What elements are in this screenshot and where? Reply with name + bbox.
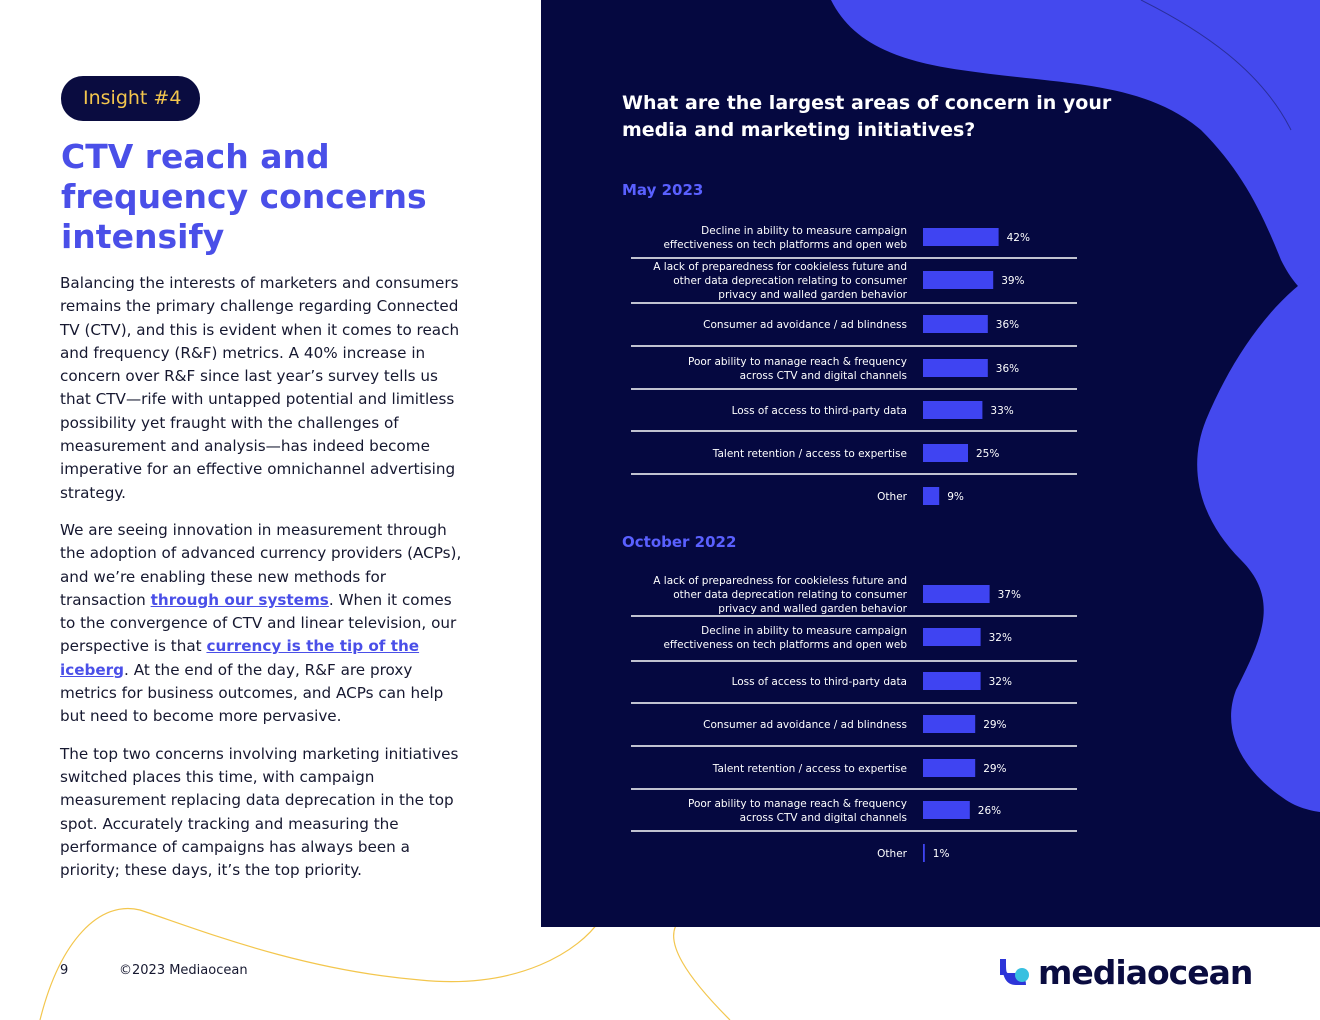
paragraph-2 [60, 519, 465, 729]
panel-heading: May 2023 [622, 181, 704, 199]
category-label: privacy and walled garden behavior [718, 289, 907, 301]
data-label: 9% [947, 491, 964, 503]
category-label: Talent retention / access to expertise [712, 448, 907, 460]
bar [923, 715, 975, 733]
data-label: 36% [995, 363, 1020, 375]
data-label: 25% [976, 448, 1000, 460]
data-label: 39% [1001, 275, 1025, 287]
panel-heading: October 2022 [622, 533, 737, 551]
category-label: Poor ability to manage reach & frequency [687, 356, 907, 368]
data-label: 36% [995, 319, 1020, 331]
bar [923, 759, 975, 777]
data-label: 32% [988, 632, 1012, 644]
category-label: Loss of access to third-party data [731, 676, 907, 688]
data-label: 33% [990, 405, 1014, 417]
category-label: Poor ability to manage reach & frequency [687, 798, 907, 810]
link-through-our-systems[interactable]: through our systems [150, 590, 329, 609]
category-label: Loss of access to third-party data [731, 405, 907, 417]
bar [923, 672, 981, 690]
category-label: Consumer ad avoidance / ad blindness [703, 719, 907, 731]
category-label: privacy and walled garden behavior [718, 603, 907, 615]
category-label: effectiveness on tech platforms and open web [663, 239, 907, 251]
bar [923, 444, 968, 462]
bar [923, 271, 993, 289]
logo-text: mediaocean [1038, 952, 1253, 992]
category-label: A lack of preparedness for cookieless future and [653, 575, 907, 587]
category-label: other data deprecation relating to consumer [673, 275, 907, 287]
paragraph-2-text-a: We are seeing innovation in measurement through the adoption of advanced currency providers (ACPs), and we’re enabling these new methods for transaction [60, 520, 462, 609]
category-label: Consumer ad avoidance / ad blindness [703, 319, 907, 331]
bar [923, 801, 970, 819]
category-label: Talent retention / access to expertise [712, 763, 907, 775]
chart-title-line-2: media and marketing initiatives? [622, 119, 976, 141]
body-text [60, 272, 465, 896]
category-label: effectiveness on tech platforms and open web [663, 639, 907, 651]
bar [923, 228, 999, 246]
category-label: Other [877, 848, 907, 860]
category-label: other data deprecation relating to consumer [673, 589, 907, 601]
insight-badge: Insight #4 [61, 76, 200, 121]
page-number: 9 [60, 963, 69, 978]
paragraph-3: The top two concerns involving marketing initiatives switched places this time, with campaign measurement replacing data deprecation in the top spot. Accurately tracking and measuring the performance of campaigns has always been a priority; these days, it’s the top priority. [60, 744, 459, 880]
copyright: ©2023 Mediaocean [119, 963, 248, 978]
category-label: across CTV and digital channels [739, 370, 907, 382]
paragraph-1: Balancing the interests of marketers and consumers remains the primary challenge regarding Connected TV (CTV), and this is evident when it comes to reach and frequency (R&F) metrics. A 40% increase in concern over R&F since last year’s survey tells us that CTV—rife with untapped potential and limitless possibility yet fraught with the challenges of measurement and analysis—has indeed become imperative for an effective omnichannel advertising strategy. [60, 274, 460, 502]
category-label: A lack of preparedness for cookieless future and [653, 261, 907, 273]
paragraph-2-text-c: . At the end of the day, R&F are proxy metrics for business outcomes, and ACPs can help but need to become more pervasive. [60, 660, 444, 726]
paragraph-2-text-b: . When it comes to the convergence of CTV and linear television, our perspective is that [60, 590, 457, 656]
link-currency-tip-of-iceberg[interactable]: currency is the tip of the iceberg [60, 637, 420, 679]
data-label: 26% [977, 805, 1002, 817]
bar [923, 487, 939, 505]
category-label: Decline in ability to measure campaign [701, 625, 907, 637]
category-label: Other [877, 491, 907, 503]
bar [923, 585, 990, 603]
data-label: 29% [983, 719, 1007, 731]
bar [923, 359, 988, 377]
data-label: 42% [1006, 232, 1030, 244]
left-column [0, 0, 541, 1020]
data-label: 37% [997, 589, 1021, 601]
data-label: 32% [988, 676, 1012, 688]
bar [923, 844, 925, 862]
page-title: CTV reach and frequency concerns intensify [61, 137, 427, 256]
chart-panel [541, 0, 1320, 927]
bar [923, 628, 981, 646]
mediaocean-logo [996, 950, 1252, 994]
chart-title-line-1: What are the largest areas of concern in your [622, 92, 1112, 114]
category-label: across CTV and digital channels [739, 812, 907, 824]
data-label: 29% [983, 763, 1007, 775]
bar-chart [541, 0, 1320, 927]
bar [923, 401, 982, 419]
data-label: 1% [932, 848, 950, 860]
logo-mark-icon [996, 955, 1032, 989]
category-label: Decline in ability to measure campaign [701, 225, 907, 237]
bar [923, 315, 988, 333]
